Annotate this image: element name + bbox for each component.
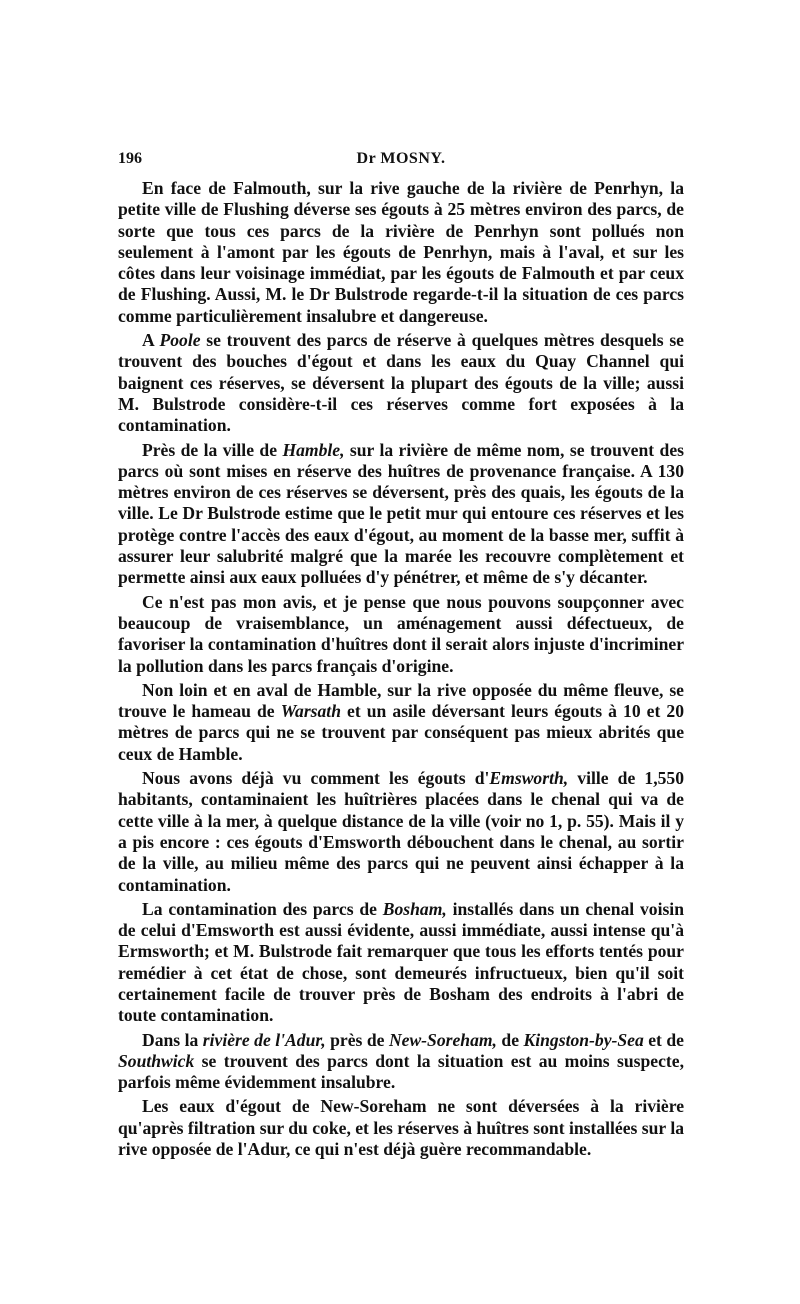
paragraph [118,680,684,765]
paragraph [118,440,684,589]
text-run: A [142,330,160,351]
paragraph [118,768,684,896]
text-run: Nous avons déjà vu comment les égouts d' [142,768,490,789]
text-run: Les eaux d'égout de New-Soreham ne sont déversées à la rivière qu'après filtration sur du coke, et les réserves à huîtres sont installées sur la rive opposée de l'Adur, ce qui n'est déjà guère recommandable. [118,1096,684,1160]
paragraph [118,1030,684,1094]
paragraph [118,592,684,677]
text-run: Dans la [142,1029,203,1050]
text-run: Non loin et en aval de Hamble, sur la rive opposée du même fleuve, se trouve le hameau de [118,679,684,722]
body-text [118,178,684,1163]
text-run: Près de la ville de [142,439,283,460]
text-run: se trouvent des parcs de réserve à quelques mètres desquels se trouvent des bouches d'égout et dans les eaux du Quay Channel qui baignent ces réserves, se déversent la plupart des égouts de la ville; aussi M. Bulstrode considère-t-il ces réserves comme fort exposées à la contamination. [118,330,684,436]
italic-text: Bosham, [382,898,447,919]
italic-text: Emsworth, [489,768,569,789]
text-run: et de [643,1029,684,1050]
running-head [118,150,684,174]
text-run: se trouvent des parcs dont la situation est au moins suspecte, parfois même évidemment insalubre. [118,1050,684,1093]
text-run: La contamination des parcs de [142,898,383,919]
text-run: près de [325,1029,389,1050]
text-run: et un asile déversant leurs égouts à 10 et 20 mètres de parcs qui ne se trouvent par conséquent pas mieux abrités que ceux de Hamble. [118,701,684,764]
text-run: de [496,1029,524,1050]
paragraph [118,330,684,436]
text-run: Ce n'est pas mon avis, et je pense que nous pouvons soupçonner avec beaucoup de vraisemblance, un aménagement aussi défectueux, de favoriser la contamination d'huîtres dont il serait alors injuste d'incriminer la pollution dans les parcs français d'origine. [118,591,684,676]
paragraph [118,178,684,327]
italic-text: Warsath [280,701,341,722]
italic-text: Hamble, [282,439,345,460]
text-run: installés dans un chenal voisin de celui d'Emsworth est aussi évidente, aussi immédiate, aussi intense qu'à Ermsworth; et M. Bulstrode fait remarquer que tous les efforts tentés pour remédier à cet état de chose, sont demeurés infructueux, bien qu'il soit certainement facile de trouver près de Bosham des endroits à l'abri de toute contamination. [118,898,684,1026]
paragraph [118,899,684,1027]
italic-text: Southwick [118,1050,195,1071]
italic-text: Poole [159,330,201,351]
text-run: sur la rivière de même nom, se trouvent des parcs où sont mises en réserve des huîtres de provenance française. A 130 mètres environ de ces réserves se déversent, près des quais, les égouts de la ville. Le Dr Bulstrode estime que le petit mur qui entoure ces réserves et les protège contre l'accès des eaux d'égout, au moment de la basse mer, suffit à assurer leur salubrité malgré que la marée les recouvre complètement et permette ainsi aux eaux polluées d'y pénétrer, et même de s'y décanter. [118,439,684,588]
text-run: En face de Falmouth, sur la rive gauche de la rivière de Penrhyn, la petite ville de Flushing déverse ses égouts à 25 mètres environ des parcs, de sorte que tous ces parcs de la rivière de Penrhyn sont pollués non seulement à l'amont par les égouts de Penrhyn, mais à l'aval, et sur les côtes dans leur voisinage immédiat, par les égouts de Falmouth et par ceux de Flushing. Aussi, M. le Dr Bulstrode regarde-t-il la situation de ces parcs comme particulièrement insalubre et dangereuse. [118,178,684,326]
running-title: Dr MOSNY. [356,150,446,167]
italic-text: rivière de l'Adur, [202,1029,326,1050]
page-number: 196 [118,150,142,167]
paragraph [118,1096,684,1160]
italic-text: New-Soreham, [388,1029,497,1050]
italic-text: Kingston-by-Sea [523,1029,644,1050]
text-run: ville de 1,550 habitants, contaminaient les huîtrières placées dans le chenal qui va de cette ville à la mer, à quelque distance de la ville (voir no 1, p. 55). Mais il y a pis encore : ces égouts d'Emsworth débouchent dans le chenal, au sortir de la ville, au milieu même des parcs qui ne peuvent ainsi échapper à la contamination. [118,768,684,895]
